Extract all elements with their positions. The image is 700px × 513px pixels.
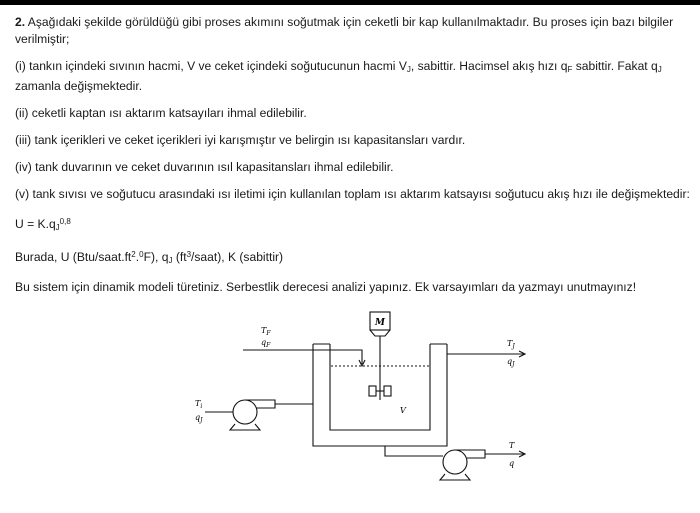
assumption-iii: (iii) tank içerikleri ve ceket içerikleri iyi karışmıştır ve belirgin ısı kapasitansları vardır. bbox=[15, 133, 466, 147]
impeller-blade-left bbox=[369, 386, 376, 396]
top-border bbox=[0, 0, 700, 5]
product-pump bbox=[443, 450, 467, 474]
jacket-pump bbox=[233, 400, 257, 424]
jacketed-tank-diagram bbox=[185, 302, 535, 482]
product-outlet-line bbox=[385, 446, 443, 456]
feed-temp-label: $T_F$ bbox=[261, 326, 271, 337]
jacket-out-flow-label: $q_J$ bbox=[507, 357, 515, 368]
volume-label: V bbox=[400, 406, 406, 415]
motor-label: M bbox=[375, 318, 385, 328]
impeller-blade-right bbox=[384, 386, 391, 396]
intro-text: Aşağıdaki şekilde görüldüğü gibi proses akımını soğutmak için ceketli bir kap kullanılmaktadır. Bu proses için bazı bilgiler verilmiştir; bbox=[15, 15, 674, 46]
problem-intro bbox=[15, 14, 690, 48]
assumption-i: (i) tankın içindeki sıvının hacmi, V ve ceket içindeki soğutucunun hacmi $V_J$, sabittir. Hacimsel akış hızı $q_F$ sabittir. Fakat $q_J$ zamanla değişmektedir. bbox=[15, 59, 662, 93]
assumption-v: (v) tank sıvısı ve soğutucu arasındaki ısı iletimi için kullanılan toplam ısı aktarım katsayısı soğutucu akış hızı ile değişmektedir: bbox=[15, 187, 690, 201]
feed-flow-label: $q_F$ bbox=[261, 338, 271, 349]
problem-document bbox=[15, 14, 690, 306]
heat-transfer-equation: $U = K.q_J^{0,8}$ bbox=[15, 217, 71, 232]
units-definition: Burada, U $(Btu/saat.ft^2.^0F)$, $q_J$ $(ft^3/saat)$, K (sabittir) bbox=[15, 250, 284, 265]
jacket-out-temp-label: $T_J$ bbox=[507, 339, 515, 350]
jacket-in-temp-label: $T_i$ bbox=[195, 399, 203, 410]
process-schematic bbox=[185, 302, 535, 482]
product-temp-label: T bbox=[509, 441, 515, 450]
task-statement: Bu sistem için dinamik modeli türetiniz. Serbestlik derecesi analizi yapınız. Ek varsayımları da yazmayı unutmayınız! bbox=[15, 280, 637, 294]
feed-line bbox=[243, 350, 362, 364]
jacket-in-flow-label: $q_J$ bbox=[195, 413, 203, 424]
product-flow-label: q bbox=[509, 459, 515, 468]
assumption-ii: (ii) ceketli kaptan ısı aktarım katsayıları ihmal edilebilir. bbox=[15, 106, 307, 120]
assumption-iv: (iv) tank duvarının ve ceket duvarının ısıl kapasitansları ihmal edilebilir. bbox=[15, 160, 394, 174]
problem-number: 2. bbox=[15, 15, 26, 29]
